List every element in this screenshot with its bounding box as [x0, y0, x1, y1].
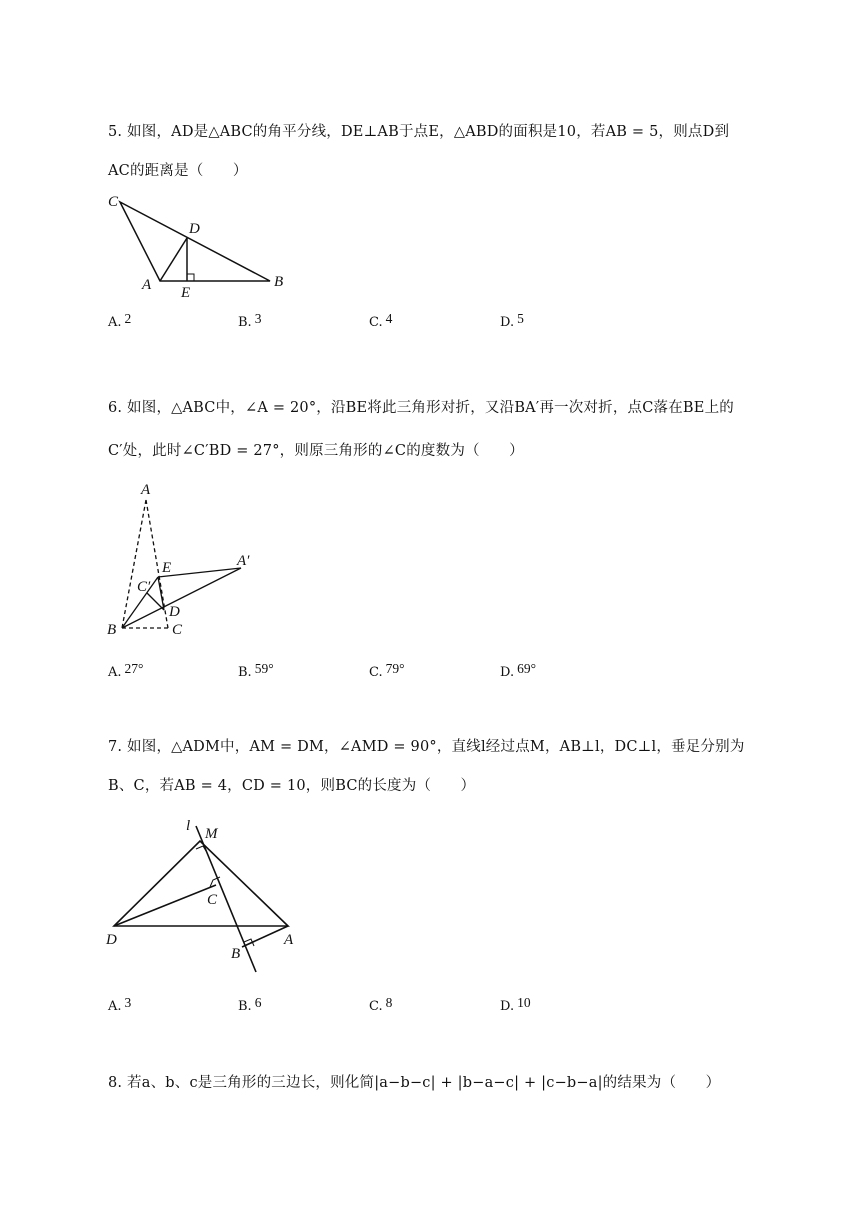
q6-label-d: D	[169, 604, 180, 620]
q5-option-a[interactable]: A. 2	[108, 311, 132, 330]
q7-line-l	[196, 826, 256, 972]
q5-label-a: A	[142, 277, 152, 293]
q7-stem-line2: B、C，若AB = 4，CD = 10，则BC的长度为（ ）	[108, 778, 476, 794]
q7-label-b: B	[231, 946, 241, 962]
q5-option-c[interactable]: C. 4	[369, 311, 393, 330]
q7-label-m: M	[205, 826, 218, 842]
q6-label-b: B	[107, 622, 117, 638]
q7-label-l: l	[186, 818, 191, 834]
q6-label-a-prime: A′	[237, 553, 250, 569]
q6-label-c-prime: C′	[137, 579, 151, 595]
q7-label-d: D	[106, 932, 117, 948]
q5-label-c: C	[108, 194, 119, 210]
q7-option-a[interactable]: A. 3	[108, 995, 132, 1014]
q7-triangle-adm	[114, 841, 288, 926]
q7-segment-ab	[242, 926, 288, 947]
q5-label-d: D	[189, 221, 200, 237]
q6-option-d[interactable]: D. 69°	[500, 661, 536, 680]
q5-option-b[interactable]: B. 3	[238, 311, 262, 330]
q6-option-a[interactable]: A. 27°	[108, 661, 144, 680]
q5-option-d[interactable]: D. 5	[500, 311, 524, 330]
q6-option-b[interactable]: B. 59°	[238, 661, 274, 680]
q7-option-c[interactable]: C. 8	[369, 995, 393, 1014]
q6-stem-line2: C′处，此时∠C′BD = 27°，则原三角形的∠C的度数为（ ）	[108, 443, 524, 459]
q7-label-a: A	[284, 932, 294, 948]
q7-segment-dc	[114, 885, 216, 926]
q7-label-c: C	[207, 892, 218, 908]
q7-option-b[interactable]: B. 6	[238, 995, 262, 1014]
q7-option-d[interactable]: D. 10	[500, 995, 531, 1014]
q6-label-e: E	[162, 560, 172, 576]
q5-stem-line1: 5. 如图，AD是△ABC的角平分线，DE⊥AB于点E，△ABD的面积是10，若AB = 5，则点D到	[108, 124, 730, 140]
q6-option-c[interactable]: C. 79°	[369, 661, 405, 680]
q6-label-c: C	[172, 622, 183, 638]
q8-stem-line1: 8. 若a、b、c是三角形的三边长，则化简|a−b−c| + |b−a−c| + |c−b−a|的结果为（ ）	[108, 1075, 721, 1091]
q5-stem-line2: AC的距离是（ ）	[108, 163, 248, 179]
q6-label-a: A	[141, 482, 151, 498]
q6-stem-line1: 6. 如图，△ABC中，∠A = 20°，沿BE将此三角形对折，又沿BA′再一次对折，点C落在BE上的	[108, 400, 734, 416]
q5-label-b: B	[274, 274, 284, 290]
q5-label-e: E	[181, 285, 191, 301]
q7-stem-line1: 7. 如图，△ADM中，AM = DM，∠AMD = 90°，直线l经过点M，AB⊥l，DC⊥l，垂足分别为	[108, 739, 745, 755]
